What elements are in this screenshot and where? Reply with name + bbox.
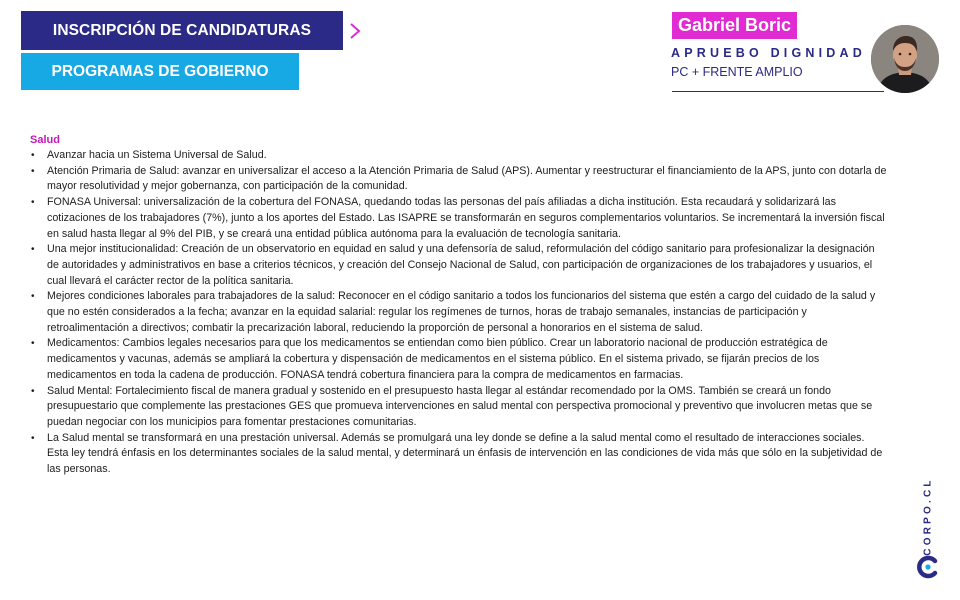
bullet-list <box>30 148 888 478</box>
bullet-icon: • <box>31 432 35 444</box>
list-item-text: Avanzar hacia un Sistema Universal de Salud. <box>47 149 267 161</box>
parties-label: PC + FRENTE AMPLIO <box>671 65 803 79</box>
list-item <box>30 195 888 242</box>
tab-inscripcion-label: INSCRIPCIÓN DE CANDIDATURAS <box>52 21 312 39</box>
chevron-right-icon <box>349 22 361 40</box>
bullet-icon: • <box>31 338 35 350</box>
program-content <box>30 133 888 478</box>
coalition-label: APRUEBO DIGNIDAD <box>671 46 866 60</box>
brand-text: CORPO.CL <box>922 476 934 556</box>
bullet-icon: • <box>31 385 35 397</box>
bullet-icon: • <box>31 150 35 161</box>
tab-programas-label: PROGRAMAS DE GOBIERNO <box>51 62 269 80</box>
list-item <box>30 148 888 164</box>
list-item-text: Mejores condiciones laborales para trabajadores de la salud: Reconocer en el código sanitario a todos los funcionarios del sistema que estén a cargo del cuidado de la salud y que no estén considerados a la fecha; avanzar en la equidad salarial: regular los regímenes de turnos, horas de trabajo semanales, instancias de participación y retroalimentación a directivos; combatir la precarización laboral, reduciendo la proporción de personal a honorarios en el sistema de salud. <box>47 290 876 334</box>
list-item-text: Salud Mental: Fortalecimiento fiscal de manera gradual y sostenido en el presupuesto hasta llegar al estándar recomendado por la OMS. También se creará un fondo presupuestario que complemente las prestaciones GES que promueva intervenciones en salud mental con perspectiva promocional y preventivo que involucren metas que se puedan negociar con los municipios para fomentar prestaciones comunitarias. <box>47 384 873 428</box>
list-item <box>30 336 888 383</box>
bullet-icon: • <box>31 244 35 256</box>
corpo-logo-icon <box>916 555 940 579</box>
list-item <box>30 242 888 289</box>
list-item-text: Medicamentos: Cambios legales necesarios para que los medicamentos se entiendan como bien público. Crear un laboratorio nacional de producción estratégica de medicamentos y vacunas, además se ampliará la cobertura y dispensación de medicamentos en el sistema público. En el sistema privado, se fijarán precios de los medicamentos en toda la cadena de producción. FONASA tendrá cobertura financiera para la compra de medicamentos en farmacias. <box>47 337 828 381</box>
header-divider <box>672 91 884 92</box>
list-item-text: La Salud mental se transformará en una prestación universal. Además se promulgará una ley donde se define a la salud mental como el resultado de interacciones sociales. Esta ley tendrá énfasis en los determinantes sociales de la salud mental, y determinará un énfasis de intervención en las condiciones de vida más que sólo en la subjetividad de las personas. <box>47 431 883 476</box>
list-item-text: Una mejor institucionalidad: Creación de un observatorio en equidad en salud y una defensoría de salud, reformulación del código sanitario para profesionalizar la designación de autoridades y administrativos en base a criterios técnicos, y creación del Consejo Nacional de Salud, con participación de organizaciones de los trabajadores y usuarios, el cual llevará el carácter rector de la política sanitaria. <box>47 243 875 287</box>
tab-inscripcion-candidaturas[interactable] <box>21 11 343 50</box>
list-item-text: Atención Primaria de Salud: avanzar en universalizar el acceso a la Atención Primaria de Salud (APS). Aumentar y reestructurar el financiamiento de la APS, junto con dotarla de mayor resolutividad y mejor gobernanza, con participación de la comunidad. <box>47 164 887 193</box>
candidate-name: Gabriel Boric <box>672 12 797 39</box>
tab-programas-gobierno[interactable] <box>21 53 299 90</box>
list-item <box>30 164 888 195</box>
portrait-image <box>871 25 939 93</box>
bullet-icon: • <box>31 165 35 177</box>
list-item-text: FONASA Universal: universalización de la cobertura del FONASA, quedando todas las personas del país afiliadas a dicha institución. Esta recaudará y solidarizará las cotizaciones de los trabajadores (7%), junto a los aportes del Estado. Las ISAPRE se transformarán en seguros complementarios voluntarios. Se incrementará la inversión fiscal en salud hasta llegar al 9% del PIB, y se creará una entidad pública autónoma para la evaluación de tecnología sanitaria. <box>47 196 885 240</box>
list-item <box>30 384 888 431</box>
section-title: Salud <box>30 134 60 146</box>
list-item <box>30 431 888 478</box>
bullet-icon: • <box>31 197 35 209</box>
bullet-icon: • <box>31 291 35 303</box>
brand-wordmark <box>914 476 942 556</box>
candidate-avatar <box>871 25 939 93</box>
list-item <box>30 289 888 336</box>
